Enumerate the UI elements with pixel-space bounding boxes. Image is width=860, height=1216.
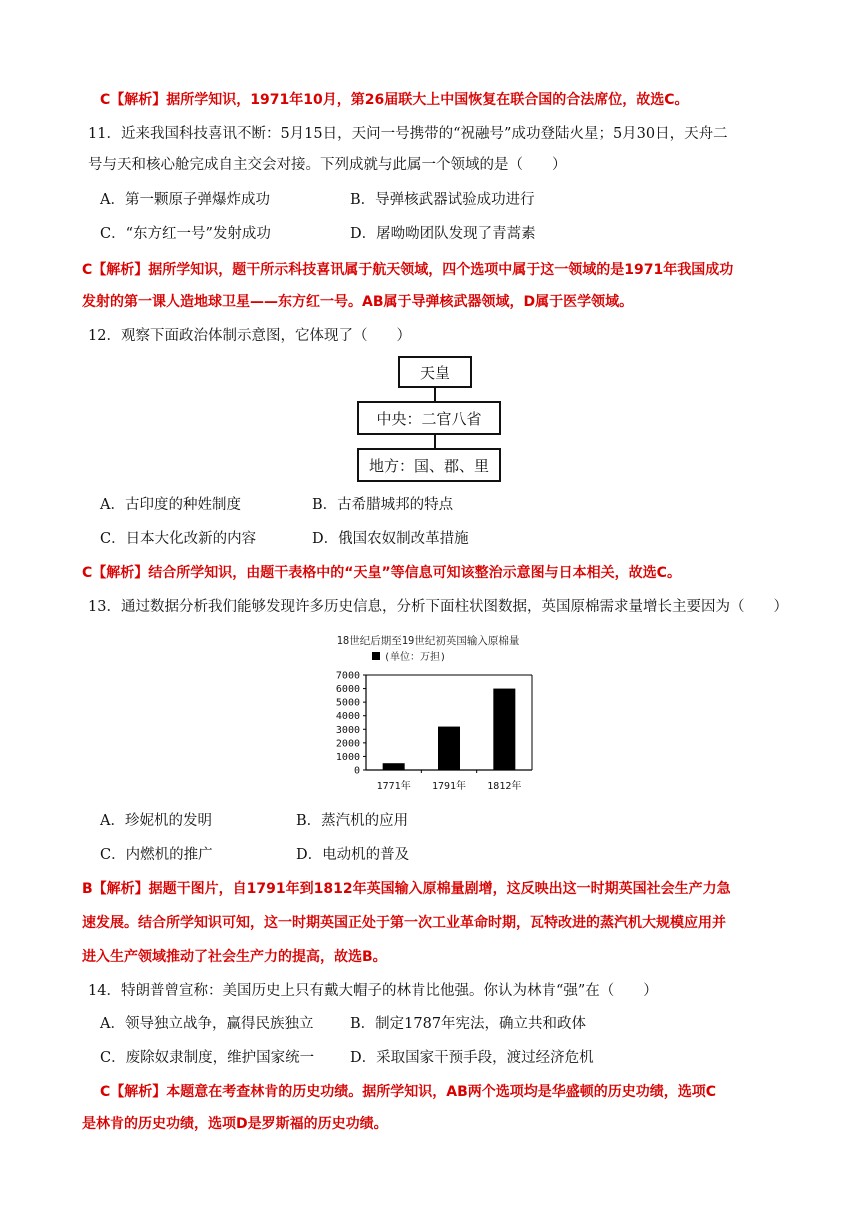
diagram-connector bbox=[434, 388, 436, 402]
x-tick-label: 1812年 bbox=[487, 781, 522, 792]
q14-stem: 14．特朗普曾宣称：美国历史上只有戴大帽子的林肯比他强。你认为林肯“强”在（ ） bbox=[88, 983, 658, 999]
q14-option-d: D．采取国家干预手段，渡过经济危机 bbox=[350, 1050, 594, 1066]
q11-stem-line1: 11．近来我国科技喜讯不断：5月15日，天问一号携带的“祝融号”成功登陆火星；5月30日，天舟二 bbox=[88, 126, 728, 142]
x-tick-label: 1791年 bbox=[431, 781, 467, 792]
diagram-connector bbox=[434, 435, 436, 449]
q12-stem: 12．观察下面政治体制示意图，它体现了（ ） bbox=[88, 328, 411, 344]
q12-option-d: D．俄国农奴制改革措施 bbox=[312, 531, 469, 547]
y-tick-label: 3000 bbox=[335, 724, 360, 736]
chart-title: 18世纪后期至19世纪初英国输入原棉量 bbox=[336, 635, 520, 647]
chart-bar bbox=[383, 763, 405, 770]
chart-bar bbox=[493, 689, 515, 770]
q13-option-c: C．内燃机的推广 bbox=[100, 847, 213, 863]
q14-option-b: B．制定1787年宪法，确立共和政体 bbox=[350, 1016, 587, 1032]
q13-answer-line3: 进入生产领域推动了社会生产力的提高，故选B。 bbox=[82, 949, 387, 965]
chart-bar bbox=[438, 727, 460, 770]
q13-option-a: A．珍妮机的发明 bbox=[100, 813, 212, 829]
diagram-box-local: 地方：国、郡、里 bbox=[357, 448, 501, 482]
q11-option-d: D．屠呦呦团队发现了青蒿素 bbox=[350, 226, 536, 242]
q13-option-d: D．电动机的普及 bbox=[296, 847, 410, 863]
q11-stem-line2: 号与天和核心舱完成自主交会对接。下列成就与此属一个领域的是（ ） bbox=[88, 157, 567, 173]
q11-option-a: A．第一颗原子弹爆炸成功 bbox=[100, 192, 270, 208]
y-tick-label: 7000 bbox=[335, 670, 360, 682]
q14-option-c: C．废除奴隶制度，维护国家统一 bbox=[100, 1050, 315, 1066]
q10-answer: C【解析】据所学知识，1971年10月，第26届联大上中国恢复在联合国的合法席位，故选C。 bbox=[100, 92, 689, 108]
q14-answer-line1: C【解析】本题意在考查林肯的历史功绩。据所学知识，AB两个选项均是华盛顿的历史功绩，选项C bbox=[100, 1084, 717, 1100]
chart-legend: (单位：万担) bbox=[384, 652, 447, 663]
q14-option-a: A．领导独立战争，赢得民族独立 bbox=[100, 1016, 314, 1032]
q13-option-b: B．蒸汽机的应用 bbox=[296, 813, 409, 829]
y-tick-label: 0 bbox=[353, 765, 360, 777]
x-tick-label: 1771年 bbox=[376, 781, 411, 792]
q12-option-c: C．日本大化改新的内容 bbox=[100, 531, 257, 547]
q13-answer-line1: B【解析】据题干图片，自1791年到1812年英国输入原棉量剧增，这反映出这一时期英国社会生产力急 bbox=[82, 881, 731, 897]
y-tick-label: 2000 bbox=[335, 738, 360, 750]
diagram-box-central: 中央：二官八省 bbox=[357, 401, 501, 435]
y-tick-label: 1000 bbox=[335, 751, 360, 763]
q11-answer-line2: 发射的第一课人造地球卫星——东方红一号。AB属于导弹核武器领域，D属于医学领域。 bbox=[82, 294, 634, 310]
q13-answer-line2: 速发展。结合所学知识可知，这一时期英国正处于第一次工业革命时期，瓦特改进的蒸汽机大规模应用并 bbox=[82, 915, 726, 931]
q11-option-b: B．导弹核武器试验成功进行 bbox=[350, 192, 535, 208]
q14-answer-line2: 是林肯的历史功绩，选项D是罗斯福的历史功绩。 bbox=[82, 1116, 388, 1132]
q11-option-c: C．“东方红一号”发射成功 bbox=[100, 226, 271, 242]
cotton-import-bar-chart bbox=[310, 630, 546, 796]
y-tick-label: 6000 bbox=[335, 684, 360, 696]
q13-stem: 13．通过数据分析我们能够发现许多历史信息，分析下面柱状图数据，英国原棉需求量增长主要因为（ ） bbox=[88, 599, 788, 615]
y-tick-label: 4000 bbox=[335, 711, 360, 723]
q12-option-a: A．古印度的种姓制度 bbox=[100, 497, 241, 513]
y-tick-label: 5000 bbox=[335, 697, 360, 709]
q12-answer: C【解析】结合所学知识，由题干表格中的“天皇”等信息可知该整治示意图与日本相关，故选C。 bbox=[82, 565, 681, 581]
diagram-box-emperor: 天皇 bbox=[398, 356, 472, 388]
legend-swatch bbox=[372, 652, 380, 660]
q11-answer-line1: C【解析】据所学知识，题干所示科技喜讯属于航天领域，四个选项中属于这一领域的是1971年我国成功 bbox=[82, 262, 734, 278]
q12-option-b: B．古希腊城邦的特点 bbox=[312, 497, 454, 513]
